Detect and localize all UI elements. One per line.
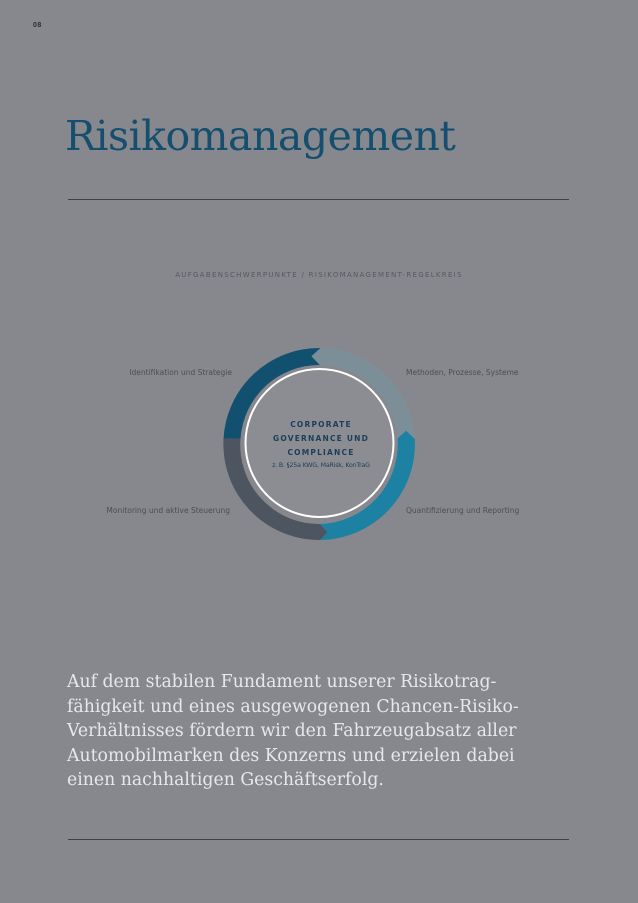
page-number: 08: [33, 22, 42, 29]
stage-label-quantification: Quantifizierung und Reporting: [406, 506, 520, 515]
page-title: Risikomanagement: [65, 112, 456, 160]
center-title: CORPORATE GOVERNANCE UND COMPLIANCE: [272, 420, 370, 457]
divider-bottom: [68, 839, 569, 840]
stage-label-identification: Identifikation und Strategie: [129, 368, 232, 377]
center-subtitle: z. B. §25a KWG, MaRisk, KonTraG: [272, 462, 370, 469]
stage-label-monitoring: Monitoring und aktive Steuerung: [106, 506, 230, 515]
diagram-caption: AUFGABENSCHWERPUNKTE / RISIKOMANAGEMENT-REGELKREIS: [175, 271, 463, 279]
intro-paragraph: Auf dem stabilen Fundament unserer Risikotrag- fähigkeit und eines ausgewogenen Chancen-Risiko- Verhältnisses fördern wir den Fahrzeugabsatz aller Automobilmarken des Konzerns und erzielen dabei einen nachhaltigen Geschäftserfolg.: [67, 672, 519, 791]
stage-label-methods: Methoden, Prozesse, Systeme: [406, 368, 519, 377]
cycle-center-text: [260, 418, 382, 469]
